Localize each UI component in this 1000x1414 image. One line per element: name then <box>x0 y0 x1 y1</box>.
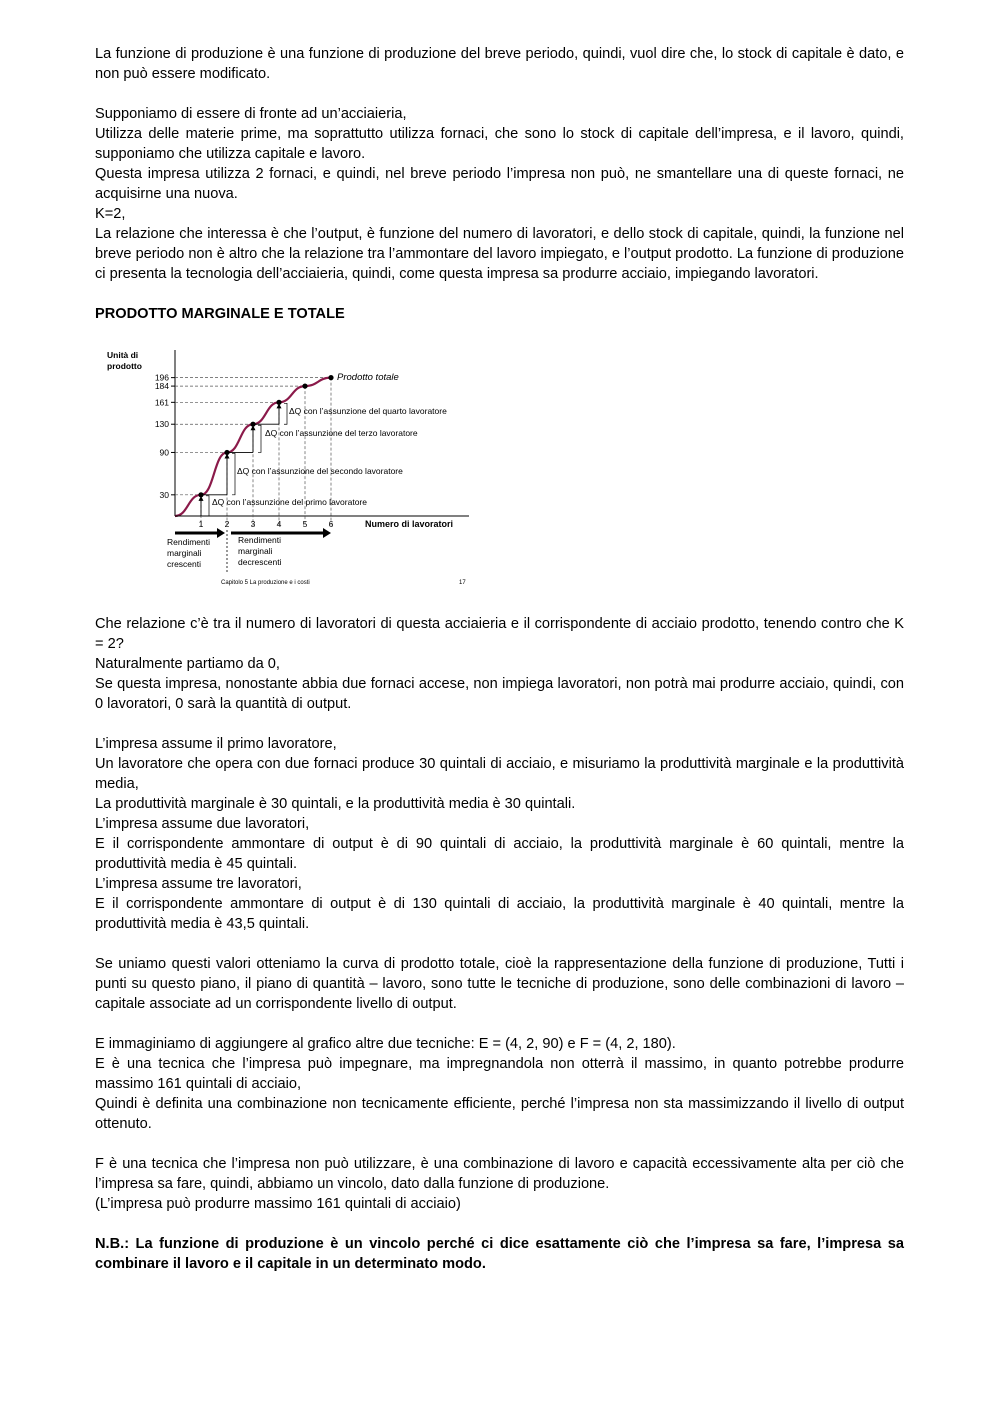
delta-q-bracket <box>258 425 261 452</box>
production-chart-figure <box>103 338 503 592</box>
paragraph: Questa impresa utilizza 2 fornaci, e quindi, nel breve periodo l’impresa non può, ne smantellare una di queste fornaci, ne acquisirne una nuova. <box>95 166 904 202</box>
x-axis-label: Numero di lavoratori <box>365 519 454 529</box>
paragraph: K=2, <box>95 206 126 222</box>
paragraph: Supponiamo di essere di fronte ad un’acciaieria, <box>95 106 407 122</box>
region-left-line1: Rendimenti <box>167 537 210 547</box>
intro-section <box>95 44 904 284</box>
region-left-line3: crescenti <box>167 559 202 569</box>
spacer <box>95 84 904 104</box>
annotation-second-worker: ΔQ con l’assunzione del secondo lavoratore <box>237 466 403 476</box>
annotation-third-worker: ΔQ con l’assunzione del terzo lavoratore <box>265 428 418 438</box>
paragraph: E il corrispondente ammontare di output è di 130 quintali di acciaio, la produttività marginale è 40 quintali, mentre la produttività media è 43,5 quintali. <box>95 896 904 932</box>
paragraph: E immaginiamo di aggiungere al grafico altre due tecniche: E = (4, 2, 90) e F = (4, 2, 180). <box>95 1036 676 1052</box>
x-tick-label: 3 <box>250 519 256 529</box>
spacer <box>95 1134 904 1154</box>
paragraph: Quindi è definita una combinazione non tecnicamente efficiente, perché l’impresa non sta massimizzando il livello di output ottenuto. <box>95 1096 904 1132</box>
y-tick-label: 130 <box>154 419 169 430</box>
explanation-section <box>95 614 904 1234</box>
x-tick-label: 4 <box>276 519 282 529</box>
paragraph: L’impresa assume tre lavoratori, <box>95 876 302 892</box>
spacer <box>95 1214 904 1234</box>
increasing-returns-arrowhead <box>217 528 225 538</box>
paragraph: E il corrispondente ammontare di output è di 90 quintali di acciaio, la produttività marginale è 60 quintali, mentre la produttività media è 45 quintali. <box>95 836 904 872</box>
paragraph: La produttività marginale è 30 quintali, e la produttività media è 30 quintali. <box>95 796 576 812</box>
paragraph: E è una tecnica che l’impresa può impegnare, ma impregnandola non otterrà il massimo, in quanto potrebbe produrre massimo 161 quintali di acciaio, <box>95 1056 904 1092</box>
paragraph: F è una tecnica che l’impresa non può utilizzare, è una combinazione di lavoro e capacità eccessivamente alta per ciò che l’impresa sa fare, quindi, abbiamo un vincolo, dato dalla funzione di produzione. <box>95 1156 904 1192</box>
delta-q-bracket <box>284 403 287 424</box>
paragraph: Se questa impresa, nonostante abbia due fornaci accese, non impiega lavoratori, non potrà mai produrre acciaio, quindi, con 0 lavoratori, 0 sarà la quantità di output. <box>95 676 904 712</box>
figure-page-number: 17 <box>459 580 466 586</box>
figure-caption: Capitolo 5 La produzione e i costi <box>221 580 310 586</box>
total-product-chart <box>103 338 503 592</box>
region-right-line1: Rendimenti <box>238 535 281 545</box>
section-heading: PRODOTTO MARGINALE E TOTALE <box>95 306 345 322</box>
delta-q-bracket <box>206 496 209 516</box>
data-point <box>328 375 333 380</box>
y-tick-label: 161 <box>154 397 169 408</box>
document-page <box>95 44 904 1274</box>
paragraph: Se uniamo questi valori otteniamo la curva di prodotto totale, cioè la rappresentazione della funzione di produzione, Tutti i punti su questo piano, il piano di quantità – lavoro, sono tutte le tecniche di produzione, sono delle combinazioni di lavoro – capitale associate ad un corrispondente livello di output. <box>95 956 904 1012</box>
paragraph: Naturalmente partiamo da 0, <box>95 656 280 672</box>
region-right-line3: decrescenti <box>238 557 282 567</box>
spacer <box>95 934 904 954</box>
paragraph: La funzione di produzione è una funzione di produzione del breve periodo, quindi, vuol dire che, lo stock di capitale è dato, e non può essere modificato. <box>95 46 904 82</box>
paragraph: La relazione che interessa è che l’output, è funzione del numero di lavoratori, e dello stock di capitale, quindi, la funzione nel breve periodo non è altro che la relazione tra l’ammontare del lavoro impiegato, e l’output prodotto. La funzione di produzione ci presenta la tecnologia dell’acciaieria, quindi, come questa impresa sa produrre acciaio, impiegando lavoratori. <box>95 226 904 282</box>
spacer <box>95 284 904 304</box>
y-tick-label: 90 <box>159 447 169 458</box>
spacer <box>95 1014 904 1034</box>
paragraph: L’impresa assume il primo lavoratore, <box>95 736 337 752</box>
x-tick-label: 1 <box>198 519 204 529</box>
x-tick-label: 2 <box>224 519 230 529</box>
paragraph: (L’impresa può produrre massimo 161 quintali di acciaio) <box>95 1196 461 1212</box>
data-point <box>302 383 307 388</box>
delta-q-bracket <box>232 453 235 494</box>
curve-label: Prodotto totale <box>337 372 399 383</box>
y-axis-label-line1: Unità di <box>107 350 139 360</box>
annotation-fourth-worker: ΔQ con l’assunzione del quarto lavoratore <box>289 406 447 416</box>
paragraph: Un lavoratore che opera con due fornaci produce 30 quintali di acciaio, e misuriamo la produttività marginale e la produttività media, <box>95 756 904 792</box>
spacer <box>95 714 904 734</box>
paragraph: Utilizza delle materie prime, ma soprattutto utilizza fornaci, che sono lo stock di capitale dell’impresa, e il lavoro, quindi, supponiamo che utilizza capitale e lavoro. <box>95 126 904 162</box>
y-axis-label-line2: prodotto <box>107 361 142 371</box>
region-right-line2: marginali <box>238 546 273 556</box>
decreasing-returns-arrowhead <box>323 528 331 538</box>
x-tick-label: 6 <box>328 519 334 529</box>
y-tick-label: 196 <box>154 372 169 383</box>
annotation-first-worker: ΔQ con l’assunzione del primo lavoratore <box>212 497 367 507</box>
paragraph: L’impresa assume due lavoratori, <box>95 816 310 832</box>
nb-paragraph: N.B.: La funzione di produzione è un vincolo perché ci dice esattamente ciò che l’impresa sa fare, l’impresa sa combinare il lavoro e il capitale in un determinato modo. <box>95 1236 904 1272</box>
region-left-line2: marginali <box>167 548 202 558</box>
paragraph: Che relazione c’è tra il numero di lavoratori di questa acciaieria e il corrispondente di acciaio prodotto, tenendo contro che K = 2? <box>95 616 904 652</box>
x-tick-label: 5 <box>302 519 308 529</box>
y-tick-label: 184 <box>154 381 169 392</box>
y-tick-label: 30 <box>159 489 169 500</box>
